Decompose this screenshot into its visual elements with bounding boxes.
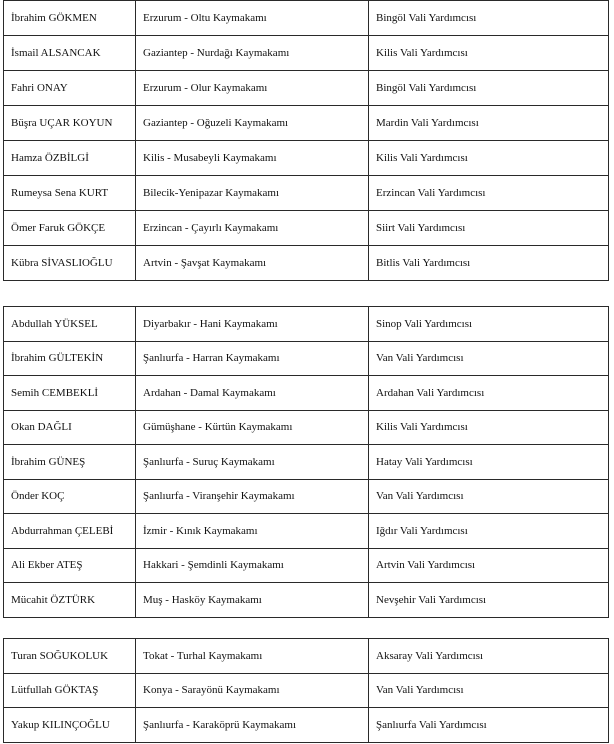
current-post-cell: Gaziantep - Nurdağı Kaymakamı — [136, 36, 369, 71]
current-post-cell: Gümüşhane - Kürtün Kaymakamı — [136, 410, 369, 445]
person-name-cell: İbrahim GÖKMEN — [4, 1, 136, 36]
current-post-cell: Şanlıurfa - Viranşehir Kaymakamı — [136, 479, 369, 514]
person-name-cell: Ali Ekber ATEŞ — [4, 548, 136, 583]
person-name-cell: Turan SOĞUKOLUK — [4, 639, 136, 674]
current-post-cell: Şanlıurfa - Harran Kaymakamı — [136, 341, 369, 376]
person-name-cell: İsmail ALSANCAK — [4, 36, 136, 71]
table-row — [4, 341, 609, 376]
new-post-cell: Kilis Vali Yardımcısı — [369, 36, 609, 71]
table-row — [4, 673, 609, 708]
appointments-table-3 — [3, 638, 609, 743]
table-row — [4, 410, 609, 445]
new-post-cell: Şanlıurfa Vali Yardımcısı — [369, 708, 609, 743]
person-name-cell: Mücahit ÖZTÜRK — [4, 583, 136, 618]
table-body — [4, 639, 609, 743]
new-post-cell: Kilis Vali Yardımcısı — [369, 141, 609, 176]
current-post-cell: Erzurum - Olur Kaymakamı — [136, 71, 369, 106]
person-name-cell: Hamza ÖZBİLGİ — [4, 141, 136, 176]
table-row — [4, 445, 609, 480]
new-post-cell: Kilis Vali Yardımcısı — [369, 410, 609, 445]
current-post-cell: Kilis - Musabeyli Kaymakamı — [136, 141, 369, 176]
table-row — [4, 141, 609, 176]
table-row — [4, 106, 609, 141]
new-post-cell: Van Vali Yardımcısı — [369, 341, 609, 376]
table-body — [4, 307, 609, 618]
current-post-cell: Muş - Hasköy Kaymakamı — [136, 583, 369, 618]
current-post-cell: Gaziantep - Oğuzeli Kaymakamı — [136, 106, 369, 141]
table-row — [4, 639, 609, 674]
current-post-cell: Erzurum - Oltu Kaymakamı — [136, 1, 369, 36]
new-post-cell: Nevşehir Vali Yardımcısı — [369, 583, 609, 618]
new-post-cell: Bitlis Vali Yardımcısı — [369, 246, 609, 281]
new-post-cell: Hatay Vali Yardımcısı — [369, 445, 609, 480]
person-name-cell: Okan DAĞLI — [4, 410, 136, 445]
table-row — [4, 548, 609, 583]
person-name-cell: Abdullah YÜKSEL — [4, 307, 136, 342]
person-name-cell: Semih CEMBEKLİ — [4, 376, 136, 411]
person-name-cell: İbrahim GÜLTEKİN — [4, 341, 136, 376]
person-name-cell: Önder KOÇ — [4, 479, 136, 514]
person-name-cell: Rumeysa Sena KURT — [4, 176, 136, 211]
new-post-cell: Mardin Vali Yardımcısı — [369, 106, 609, 141]
current-post-cell: Şanlıurfa - Karaköprü Kaymakamı — [136, 708, 369, 743]
current-post-cell: Diyarbakır - Hani Kaymakamı — [136, 307, 369, 342]
current-post-cell: Tokat - Turhal Kaymakamı — [136, 639, 369, 674]
current-post-cell: Ardahan - Damal Kaymakamı — [136, 376, 369, 411]
table-row — [4, 211, 609, 246]
person-name-cell: Büşra UÇAR KOYUN — [4, 106, 136, 141]
current-post-cell: Bilecik-Yenipazar Kaymakamı — [136, 176, 369, 211]
table-row — [4, 583, 609, 618]
table-row — [4, 514, 609, 549]
new-post-cell: Sinop Vali Yardımcısı — [369, 307, 609, 342]
person-name-cell: Ömer Faruk GÖKÇE — [4, 211, 136, 246]
current-post-cell: Hakkari - Şemdinli Kaymakamı — [136, 548, 369, 583]
table-row — [4, 36, 609, 71]
table-row — [4, 1, 609, 36]
new-post-cell: Erzincan Vali Yardımcısı — [369, 176, 609, 211]
table-row — [4, 71, 609, 106]
new-post-cell: Aksaray Vali Yardımcısı — [369, 639, 609, 674]
new-post-cell: Artvin Vali Yardımcısı — [369, 548, 609, 583]
new-post-cell: Iğdır Vali Yardımcısı — [369, 514, 609, 549]
new-post-cell: Bingöl Vali Yardımcısı — [369, 1, 609, 36]
table-row — [4, 479, 609, 514]
table-row — [4, 176, 609, 211]
current-post-cell: Artvin - Şavşat Kaymakamı — [136, 246, 369, 281]
person-name-cell: Yakup KILINÇOĞLU — [4, 708, 136, 743]
table-row — [4, 246, 609, 281]
person-name-cell: Lütfullah GÖKTAŞ — [4, 673, 136, 708]
appointments-table-2 — [3, 306, 609, 618]
current-post-cell: Şanlıurfa - Suruç Kaymakamı — [136, 445, 369, 480]
person-name-cell: Abdurrahman ÇELEBİ — [4, 514, 136, 549]
current-post-cell: İzmir - Kınık Kaymakamı — [136, 514, 369, 549]
table-row — [4, 307, 609, 342]
new-post-cell: Van Vali Yardımcısı — [369, 479, 609, 514]
current-post-cell: Konya - Sarayönü Kaymakamı — [136, 673, 369, 708]
new-post-cell: Van Vali Yardımcısı — [369, 673, 609, 708]
new-post-cell: Siirt Vali Yardımcısı — [369, 211, 609, 246]
table-row — [4, 376, 609, 411]
new-post-cell: Bingöl Vali Yardımcısı — [369, 71, 609, 106]
appointments-table-1 — [3, 0, 609, 281]
table-row — [4, 708, 609, 743]
person-name-cell: Kübra SİVASLIOĞLU — [4, 246, 136, 281]
new-post-cell: Ardahan Vali Yardımcısı — [369, 376, 609, 411]
table-body — [4, 1, 609, 281]
person-name-cell: İbrahim GÜNEŞ — [4, 445, 136, 480]
current-post-cell: Erzincan - Çayırlı Kaymakamı — [136, 211, 369, 246]
person-name-cell: Fahri ONAY — [4, 71, 136, 106]
